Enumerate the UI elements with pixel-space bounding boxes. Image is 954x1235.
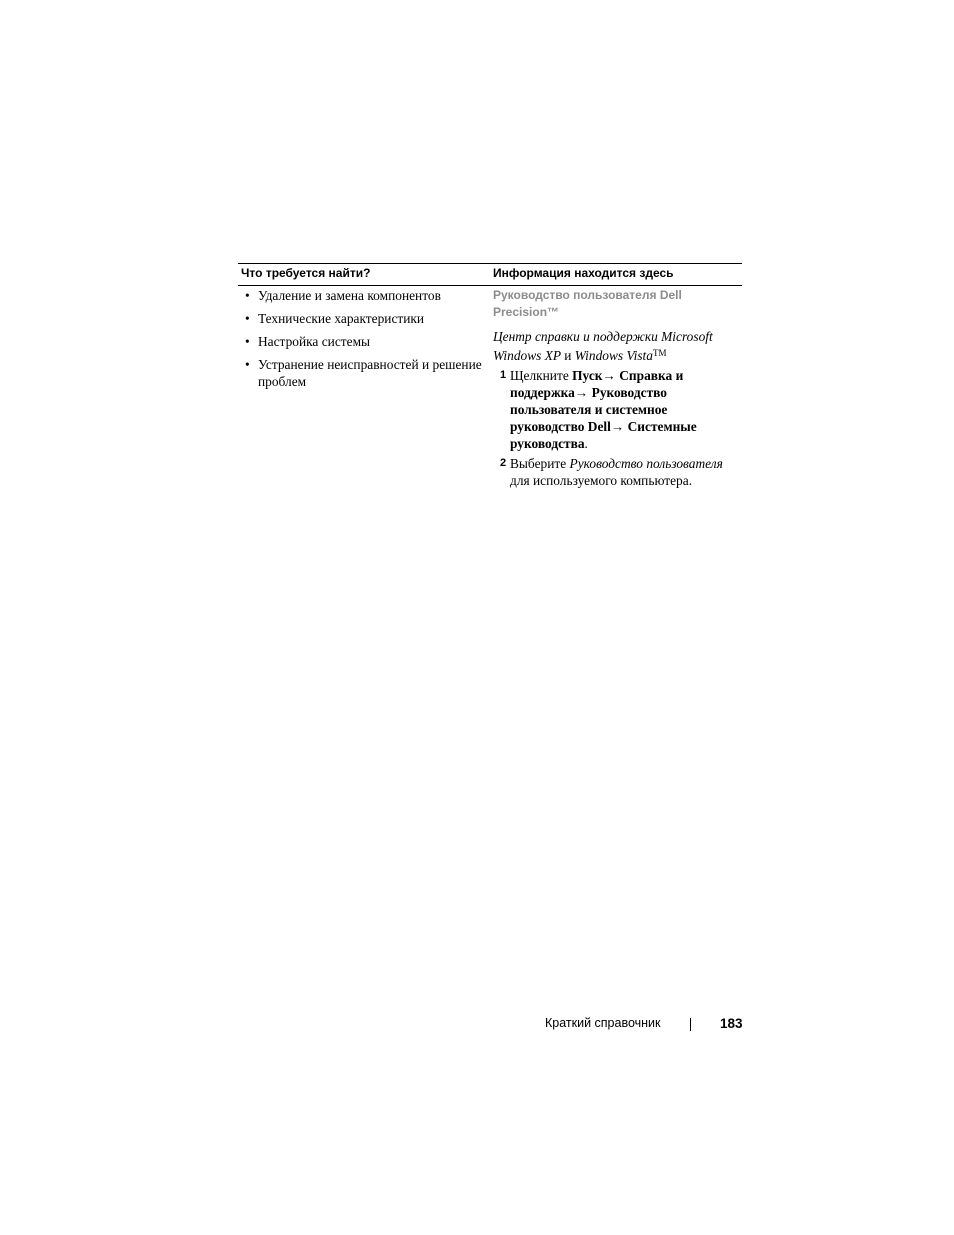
table-top-rule [238,263,742,264]
steps-list [493,367,743,489]
arrow-icon: → [610,419,625,434]
user-guide-title: Руководство пользователя Dell Precision™ [493,288,682,319]
info-location-cell [493,287,743,489]
menu-path-help: Справка и поддержка [510,368,684,400]
footer-divider [690,1018,691,1031]
topics-list [245,287,490,396]
trademark-mark: TM [652,348,667,358]
list-item: • Технические характеристики [245,311,425,326]
column-header-where: Информация находится здесь [493,266,674,280]
bullet-icon: • [245,311,250,326]
step-2: 2 Выберите Руководство пользователя для используемого компьютера. [500,456,723,488]
bullet-icon: • [245,334,250,349]
table-header-rule [238,285,742,286]
step-number: 2 [500,457,507,469]
help-center-title: Центр справки и поддержки Microsoft Windows XP и Windows Vista™ [493,329,713,363]
menu-path-start: Пуск [572,368,603,383]
footer-section-title: Краткий справочник [545,1016,661,1030]
list-item: • Удаление и замена компонентов [245,288,441,303]
column-header-what: Что требуется найти? [241,266,371,280]
arrow-icon: → [574,385,589,400]
list-item: • Настройка системы [245,334,371,349]
page-number: 183 [720,1016,743,1031]
bullet-icon: • [245,288,250,303]
list-item: • Устранение неисправностей и решение проблем [245,357,482,389]
arrow-icon: → [602,368,616,383]
menu-path-guides: Руководство пользователя и системное руководство Dell [510,385,668,434]
step-number: 1 [500,369,507,381]
step-1: 1 Щелкните Пуск→ Справка и поддержка→ Руководство пользователя и системное руководство Dell→ Системные руководства. [500,368,697,451]
bullet-icon: • [245,357,250,372]
menu-path-system-guides: Системные руководства [510,419,697,451]
